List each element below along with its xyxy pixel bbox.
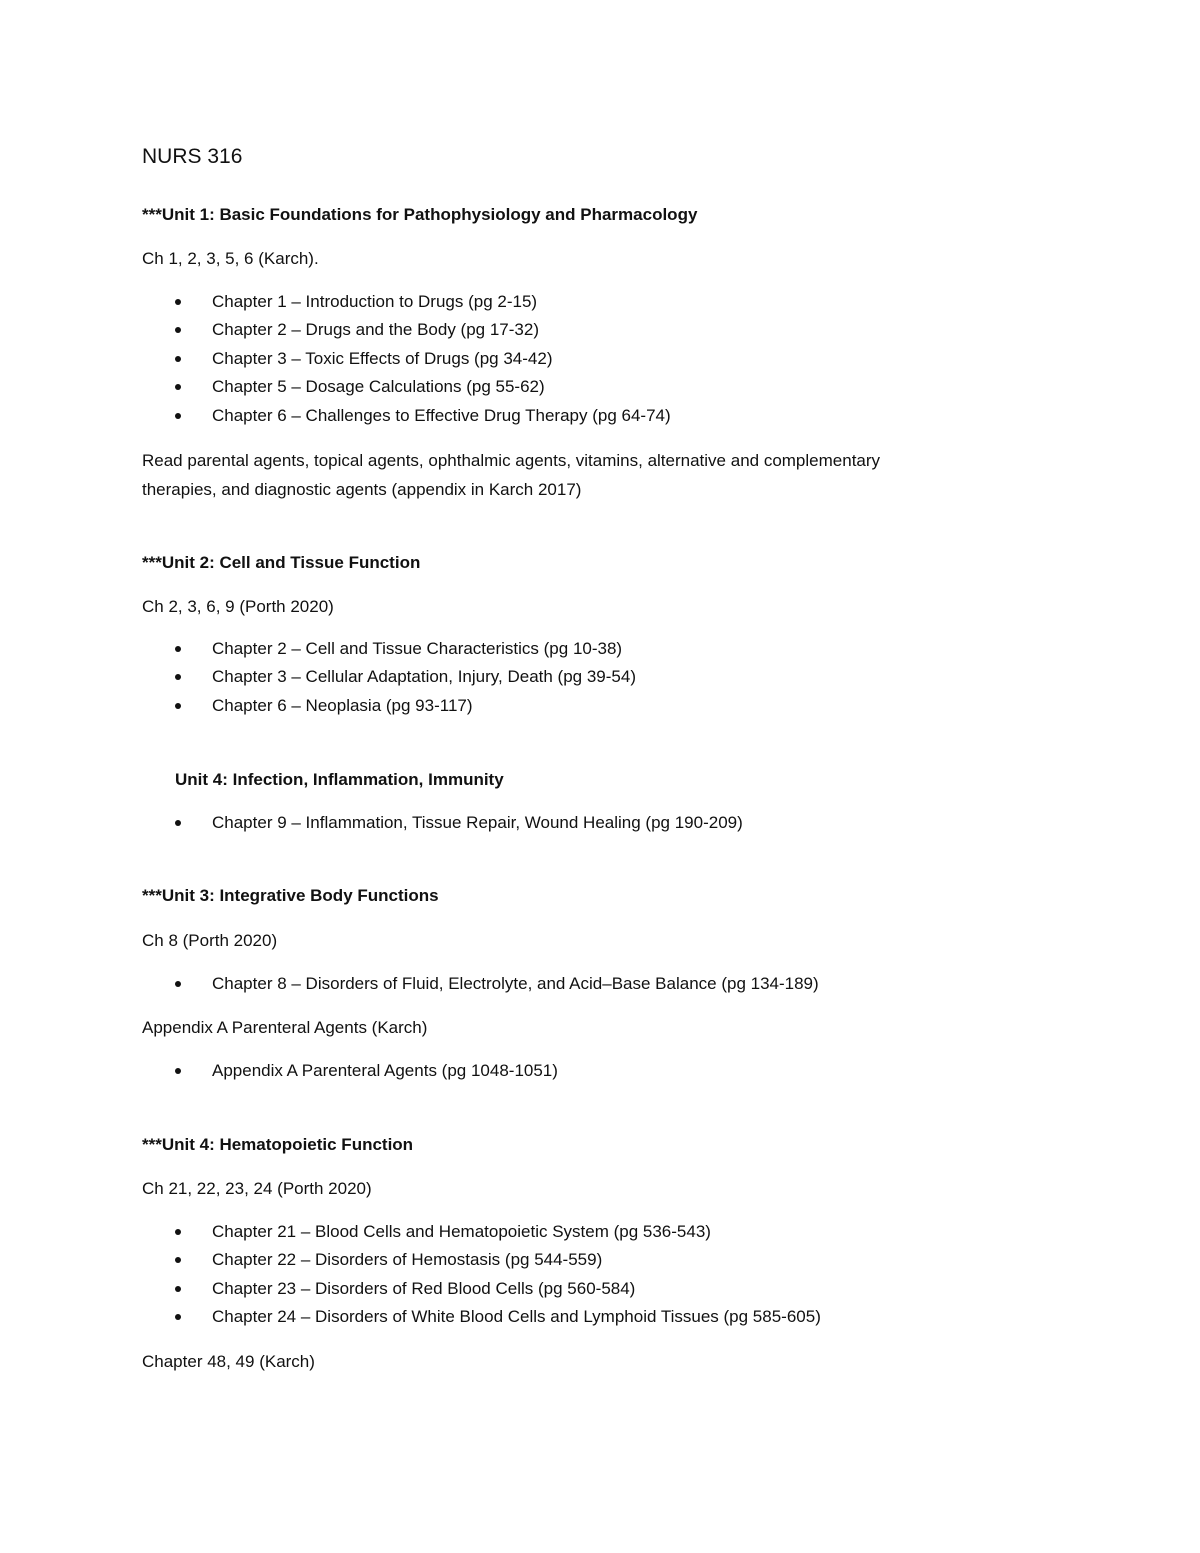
unit4-hema-karch-line: Chapter 48, 49 (Karch) [142,1352,315,1371]
bullet-icon [175,413,181,419]
unit4-hema-item: Chapter 22 – Disorders of Hemostasis (pg 544-559) [212,1250,603,1269]
unit1-item: Chapter 5 – Dosage Calculations (pg 55-62) [212,377,545,396]
bullet-icon [175,299,181,305]
unit2-heading: ***Unit 2: Cell and Tissue Function [142,553,421,572]
bullet-icon [175,1314,181,1320]
bullet-icon [175,674,181,680]
bullet-icon [175,1257,181,1263]
unit1-heading: ***Unit 1: Basic Foundations for Pathophysiology and Pharmacology [142,205,698,224]
unit2-item: Chapter 3 – Cellular Adaptation, Injury, Death (pg 39-54) [212,667,636,686]
unit1-chapters-line: Ch 1, 2, 3, 5, 6 (Karch). [142,249,319,268]
bullet-icon [175,327,181,333]
unit4-hema-heading: ***Unit 4: Hematopoietic Function [142,1135,414,1154]
unit3-chapters-line: Ch 8 (Porth 2020) [142,931,278,950]
unit4-infection-item: Chapter 9 – Inflammation, Tissue Repair, Wound Healing (pg 190-209) [212,813,743,832]
bullet-icon [175,646,181,652]
bullet-icon [175,1229,181,1235]
bullet-icon [175,1068,181,1074]
unit3-item: Chapter 8 – Disorders of Fluid, Electrolyte, and Acid–Base Balance (pg 134-189) [212,974,819,993]
bullet-icon [175,703,181,709]
unit1-item: Chapter 2 – Drugs and the Body (pg 17-32) [212,320,539,339]
unit1-item: Chapter 1 – Introduction to Drugs (pg 2-15) [212,292,538,311]
unit4-hema-chapters-line: Ch 21, 22, 23, 24 (Porth 2020) [142,1179,372,1198]
unit2-chapters-line: Ch 2, 3, 6, 9 (Porth 2020) [142,597,334,616]
bullet-icon [175,356,181,362]
unit3-appendix-item: Appendix A Parenteral Agents (pg 1048-1051) [212,1061,558,1080]
unit2-item: Chapter 6 – Neoplasia (pg 93-117) [212,696,473,715]
bullet-icon [175,820,181,826]
bullet-icon [175,981,181,987]
unit4-hema-item: Chapter 21 – Blood Cells and Hematopoietic System (pg 536-543) [212,1222,711,1241]
unit1-item: Chapter 6 – Challenges to Effective Drug Therapy (pg 64-74) [212,406,671,425]
unit4-hema-item: Chapter 24 – Disorders of White Blood Cells and Lymphoid Tissues (pg 585-605) [212,1307,821,1326]
document-title: NURS 316 [142,145,243,168]
unit1-note-line: therapies, and diagnostic agents (appendix in Karch 2017) [142,480,582,499]
unit3-heading: ***Unit 3: Integrative Body Functions [142,886,439,905]
bullet-icon [175,384,181,390]
unit1-item: Chapter 3 – Toxic Effects of Drugs (pg 34-42) [212,349,553,368]
unit1-note-line: Read parental agents, topical agents, ophthalmic agents, vitamins, alternative and complementary [142,451,881,470]
unit2-item: Chapter 2 – Cell and Tissue Characteristics (pg 10-38) [212,639,623,658]
unit4-hema-item: Chapter 23 – Disorders of Red Blood Cells (pg 560-584) [212,1279,636,1298]
unit3-appendix-line: Appendix A Parenteral Agents (Karch) [142,1018,428,1037]
bullet-icon [175,1286,181,1292]
unit4-infection-heading: Unit 4: Infection, Inflammation, Immunity [175,770,504,789]
